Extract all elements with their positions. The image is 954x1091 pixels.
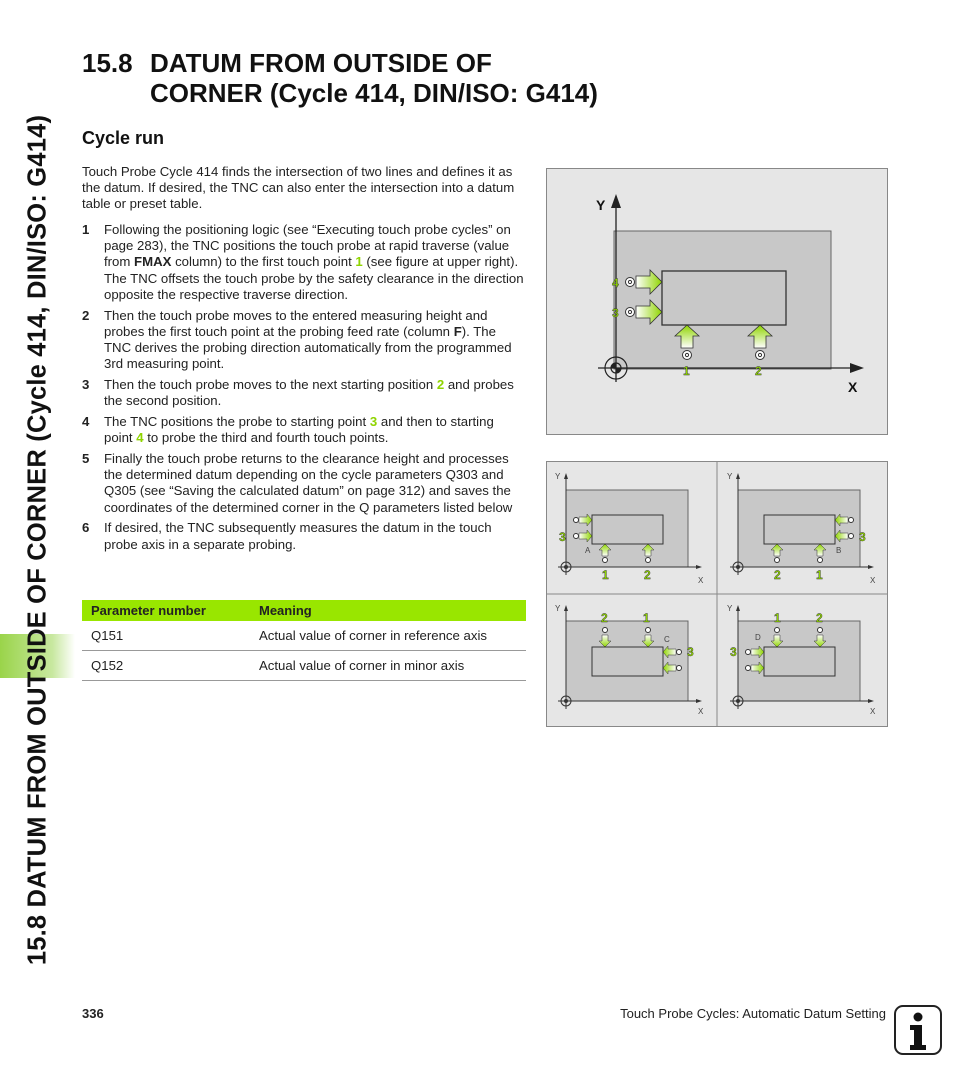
table-cell: Actual value of corner in reference axis	[259, 621, 526, 651]
x-axis-label: X	[848, 379, 858, 395]
section-subtitle: Cycle run	[82, 128, 165, 148]
svg-text:1: 1	[643, 611, 650, 625]
probe-point-3	[626, 308, 635, 317]
step-3: 3 Then the touch probe moves to the next starting position 2 and probes the second position.	[82, 377, 514, 409]
workpiece	[662, 271, 786, 325]
svg-text:2: 2	[816, 611, 823, 625]
svg-text:X: X	[870, 576, 876, 585]
side-running-title: 15.8 DATUM FROM OUTSIDE OF CORNER (Cycle 414, DIN/ISO: G414)	[23, 114, 52, 966]
table-row	[82, 621, 526, 651]
svg-text:3: 3	[559, 530, 566, 544]
table-header-parameter: Parameter number	[82, 600, 259, 621]
info-icon	[894, 1005, 942, 1055]
svg-text:Y: Y	[727, 604, 733, 613]
intro-paragraph: Touch Probe Cycle 414 finds the intersection of two lines and defines it as the datum. If desired, the TNC can also enter the intersection into a datum table or preset table.	[82, 164, 515, 212]
probe-point-4	[626, 278, 635, 287]
steps-list	[82, 222, 526, 557]
svg-text:3: 3	[730, 645, 737, 659]
corner-label-b: B	[836, 546, 842, 555]
step-6: 6 If desired, the TNC subsequently measures the datum in the touch probe axis in a separate probing.	[82, 520, 492, 552]
svg-text:Y: Y	[727, 472, 733, 481]
title-line-2: CORNER (Cycle 414, DIN/ISO: G414)	[150, 78, 598, 108]
point-label-3: 3	[612, 306, 619, 320]
svg-text:X: X	[870, 707, 876, 716]
svg-text:3: 3	[687, 645, 694, 659]
probe-point-2	[756, 351, 765, 360]
table-cell: Q152	[82, 651, 259, 681]
point-label-2: 2	[755, 364, 762, 378]
svg-text:3: 3	[859, 530, 866, 544]
table-header-meaning: Meaning	[259, 600, 526, 621]
svg-text:1: 1	[816, 568, 823, 582]
parameter-table	[82, 600, 526, 681]
table-cell: Q151	[82, 621, 259, 651]
corner-variants-figure	[546, 461, 888, 727]
corner-label-c: C	[664, 635, 670, 644]
step-1: 1 Following the positioning logic (see “Executing touch probe cycles” on page 283), the TNC positions the touch probe at rapid traverse (value from FMAX column) to the first touch point 1 (see figure at upper right). The TNC offsets the touch probe by the safety clearance in the direction opposite the respective traverse direction.	[82, 222, 524, 302]
point-label-4: 4	[612, 276, 619, 290]
panel-corner-d	[727, 604, 876, 716]
corner-label-d: D	[755, 633, 761, 642]
table-cell: Actual value of corner in minor axis	[259, 651, 526, 681]
svg-text:2: 2	[774, 568, 781, 582]
svg-text:1: 1	[602, 568, 609, 582]
svg-text:Y: Y	[555, 604, 561, 613]
probe-point-1	[683, 351, 692, 360]
svg-text:X: X	[698, 576, 704, 585]
main-probing-figure	[546, 168, 888, 435]
step-5: 5 Finally the touch probe returns to the clearance height and processes the determined datum depending on the cycle parameters Q303 and Q305 (see “Saving the calculated datum” on page 312) and saves the coordinates of the determined corner in the Q parameters listed below	[82, 451, 513, 515]
title-line-1: DATUM FROM OUTSIDE OF	[150, 48, 492, 78]
svg-text:2: 2	[601, 611, 608, 625]
page-number: 336	[82, 1006, 104, 1021]
corner-label-a: A	[585, 546, 591, 555]
section-number: 15.8	[82, 48, 133, 78]
svg-text:1: 1	[774, 611, 781, 625]
table-header-row	[82, 600, 526, 621]
page-title	[82, 48, 598, 108]
svg-text:2: 2	[644, 568, 651, 582]
svg-text:X: X	[698, 707, 704, 716]
svg-text:Y: Y	[555, 472, 561, 481]
step-4: 4 The TNC positions the probe to starting point 3 and then to starting point 4 to probe the third and fourth touch points.	[82, 414, 494, 446]
step-2: 2 Then the touch probe moves to the entered measuring height and probes the first touch point at the probing feed rate (column F). The TNC derives the probing direction automatically from the programmed 3rd measuring point.	[82, 307, 512, 372]
table-row	[82, 651, 526, 681]
panel-corner-c	[555, 604, 704, 716]
footer-chapter-title: Touch Probe Cycles: Automatic Datum Setting	[620, 1006, 886, 1021]
point-label-1: 1	[683, 364, 690, 378]
y-axis-label: Y	[596, 197, 606, 213]
